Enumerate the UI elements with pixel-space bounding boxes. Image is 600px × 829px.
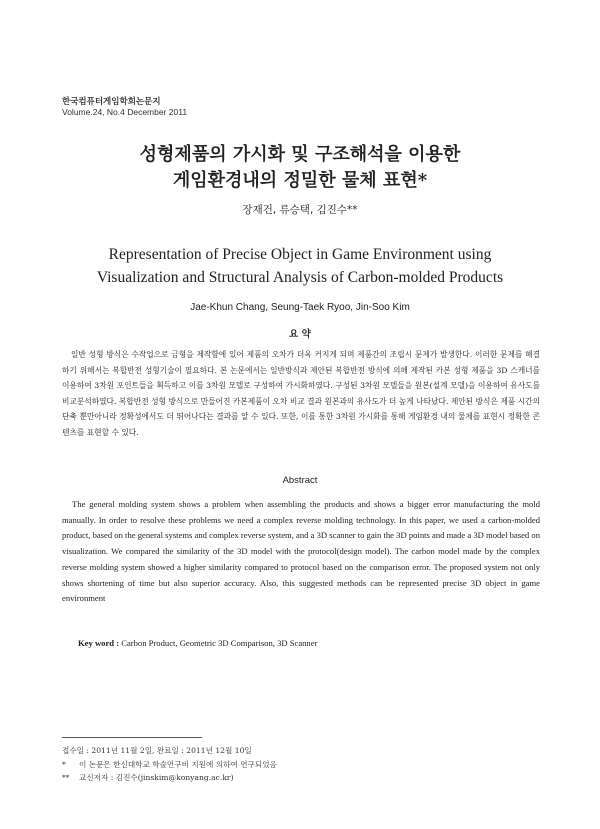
journal-name: 한국컴퓨터게임학회논문지 [62, 96, 161, 106]
korean-authors: 장재건, 류승택, 김진수** [242, 204, 358, 216]
english-title [0, 243, 600, 289]
english-abstract-heading: Abstract [282, 475, 318, 486]
corresponding-author-mark: ** [62, 773, 70, 783]
funding-note-mark: * [62, 759, 66, 769]
english-abstract-text: The general molding system shows a problem when assembling the products and shows a bigger error manufacturing the mold manually. In order to resolve these problems we need a complex reverse molding technology. In this paper, we used a carbon-molded product, based on the general systems and complex reverse system, and a 3D scanner to gain the 3D points and made a 3D model based on visualization. We compared the similarity of the 3D model with the protocol(design model). The carbon model made by the complex reverse molding system showed a higher similarity compared to protocol based on the comparison error. The proposed system not only shows shortening of time but also superior accuracy. Also, this suggested methods can be represented precise 3D object in game environment [62, 499, 540, 604]
keywords-label: Key word : [78, 638, 120, 648]
footnotes [62, 744, 277, 785]
korean-abstract-text: 일반 성형 방식은 수작업으로 금형을 제작함에 있어 제품의 오차가 더욱 커지게 되며 제품간의 조립시 문제가 발생한다. 이러한 문제를 해결하기 위해서는 복합반전 성형기술이 필요하다. 본 논문에서는 일반방식과 제안된 복합반전 방식에 의해 제작된 카본 성형 제품을 3D 스캐너를 이용하여 3차원 포인트들을 획득하고 이를 3차원 모델로 구성하여 가시화하였다. 구성된 3차원 모델들을 원본(설계 모델)을 이용하여 유사도를 비교분석하였다. 복합반전 성형 방식으로 만들어진 카본제품이 오차 비교 결과 원본과의 유사도가 더 높게 나타났다. 제안된 방식은 제품 시간의 단축 뿐만아니라 정확성에서도 더 뛰어나다는 결과를 알 수 있다. 또한, 이를 통한 3차원 가시화를 통해 게임환경 내의 물체를 표현시 정확한 콘텐츠를 표현할 수 있다. [62, 350, 540, 437]
english-title-line-1: Representation of Precise Object in Game Environment using [108, 246, 492, 263]
korean-abstract-heading: 요 약 [289, 329, 311, 340]
funding-note [62, 758, 277, 772]
korean-title-line-2: 게임환경내의 정밀한 물체 표현* [172, 170, 428, 191]
corresponding-author-note [62, 771, 277, 785]
funding-note-text: 이 논문은 한신대학교 학술연구비 지원에 의하여 연구되었음 [79, 759, 277, 769]
journal-header [62, 96, 187, 118]
received-date-note: 접수일 : 2011년 11월 2일, 완료일 : 2011년 12월 10일 [62, 746, 252, 755]
corresponding-author-text: 교신저자 : 김진수(jinskim@konyang.ac.kr) [79, 773, 234, 783]
english-authors: Jae-Khun Chang, Seung-Taek Ryoo, Jin-Soo Kim [190, 302, 410, 313]
footnote-divider [62, 737, 202, 738]
journal-issue: Volume.24, No.4 December 2011 [62, 107, 188, 117]
english-title-line-2: Visualization and Structural Analysis of Carbon-molded Products [96, 269, 504, 286]
keywords [78, 638, 317, 648]
keywords-value: Carbon Product, Geometric 3D Comparison, 3D Scanner [121, 638, 318, 648]
korean-title-line-1: 성형제품의 가시화 및 구조해석을 이용한 [139, 144, 461, 165]
korean-title [0, 142, 600, 194]
